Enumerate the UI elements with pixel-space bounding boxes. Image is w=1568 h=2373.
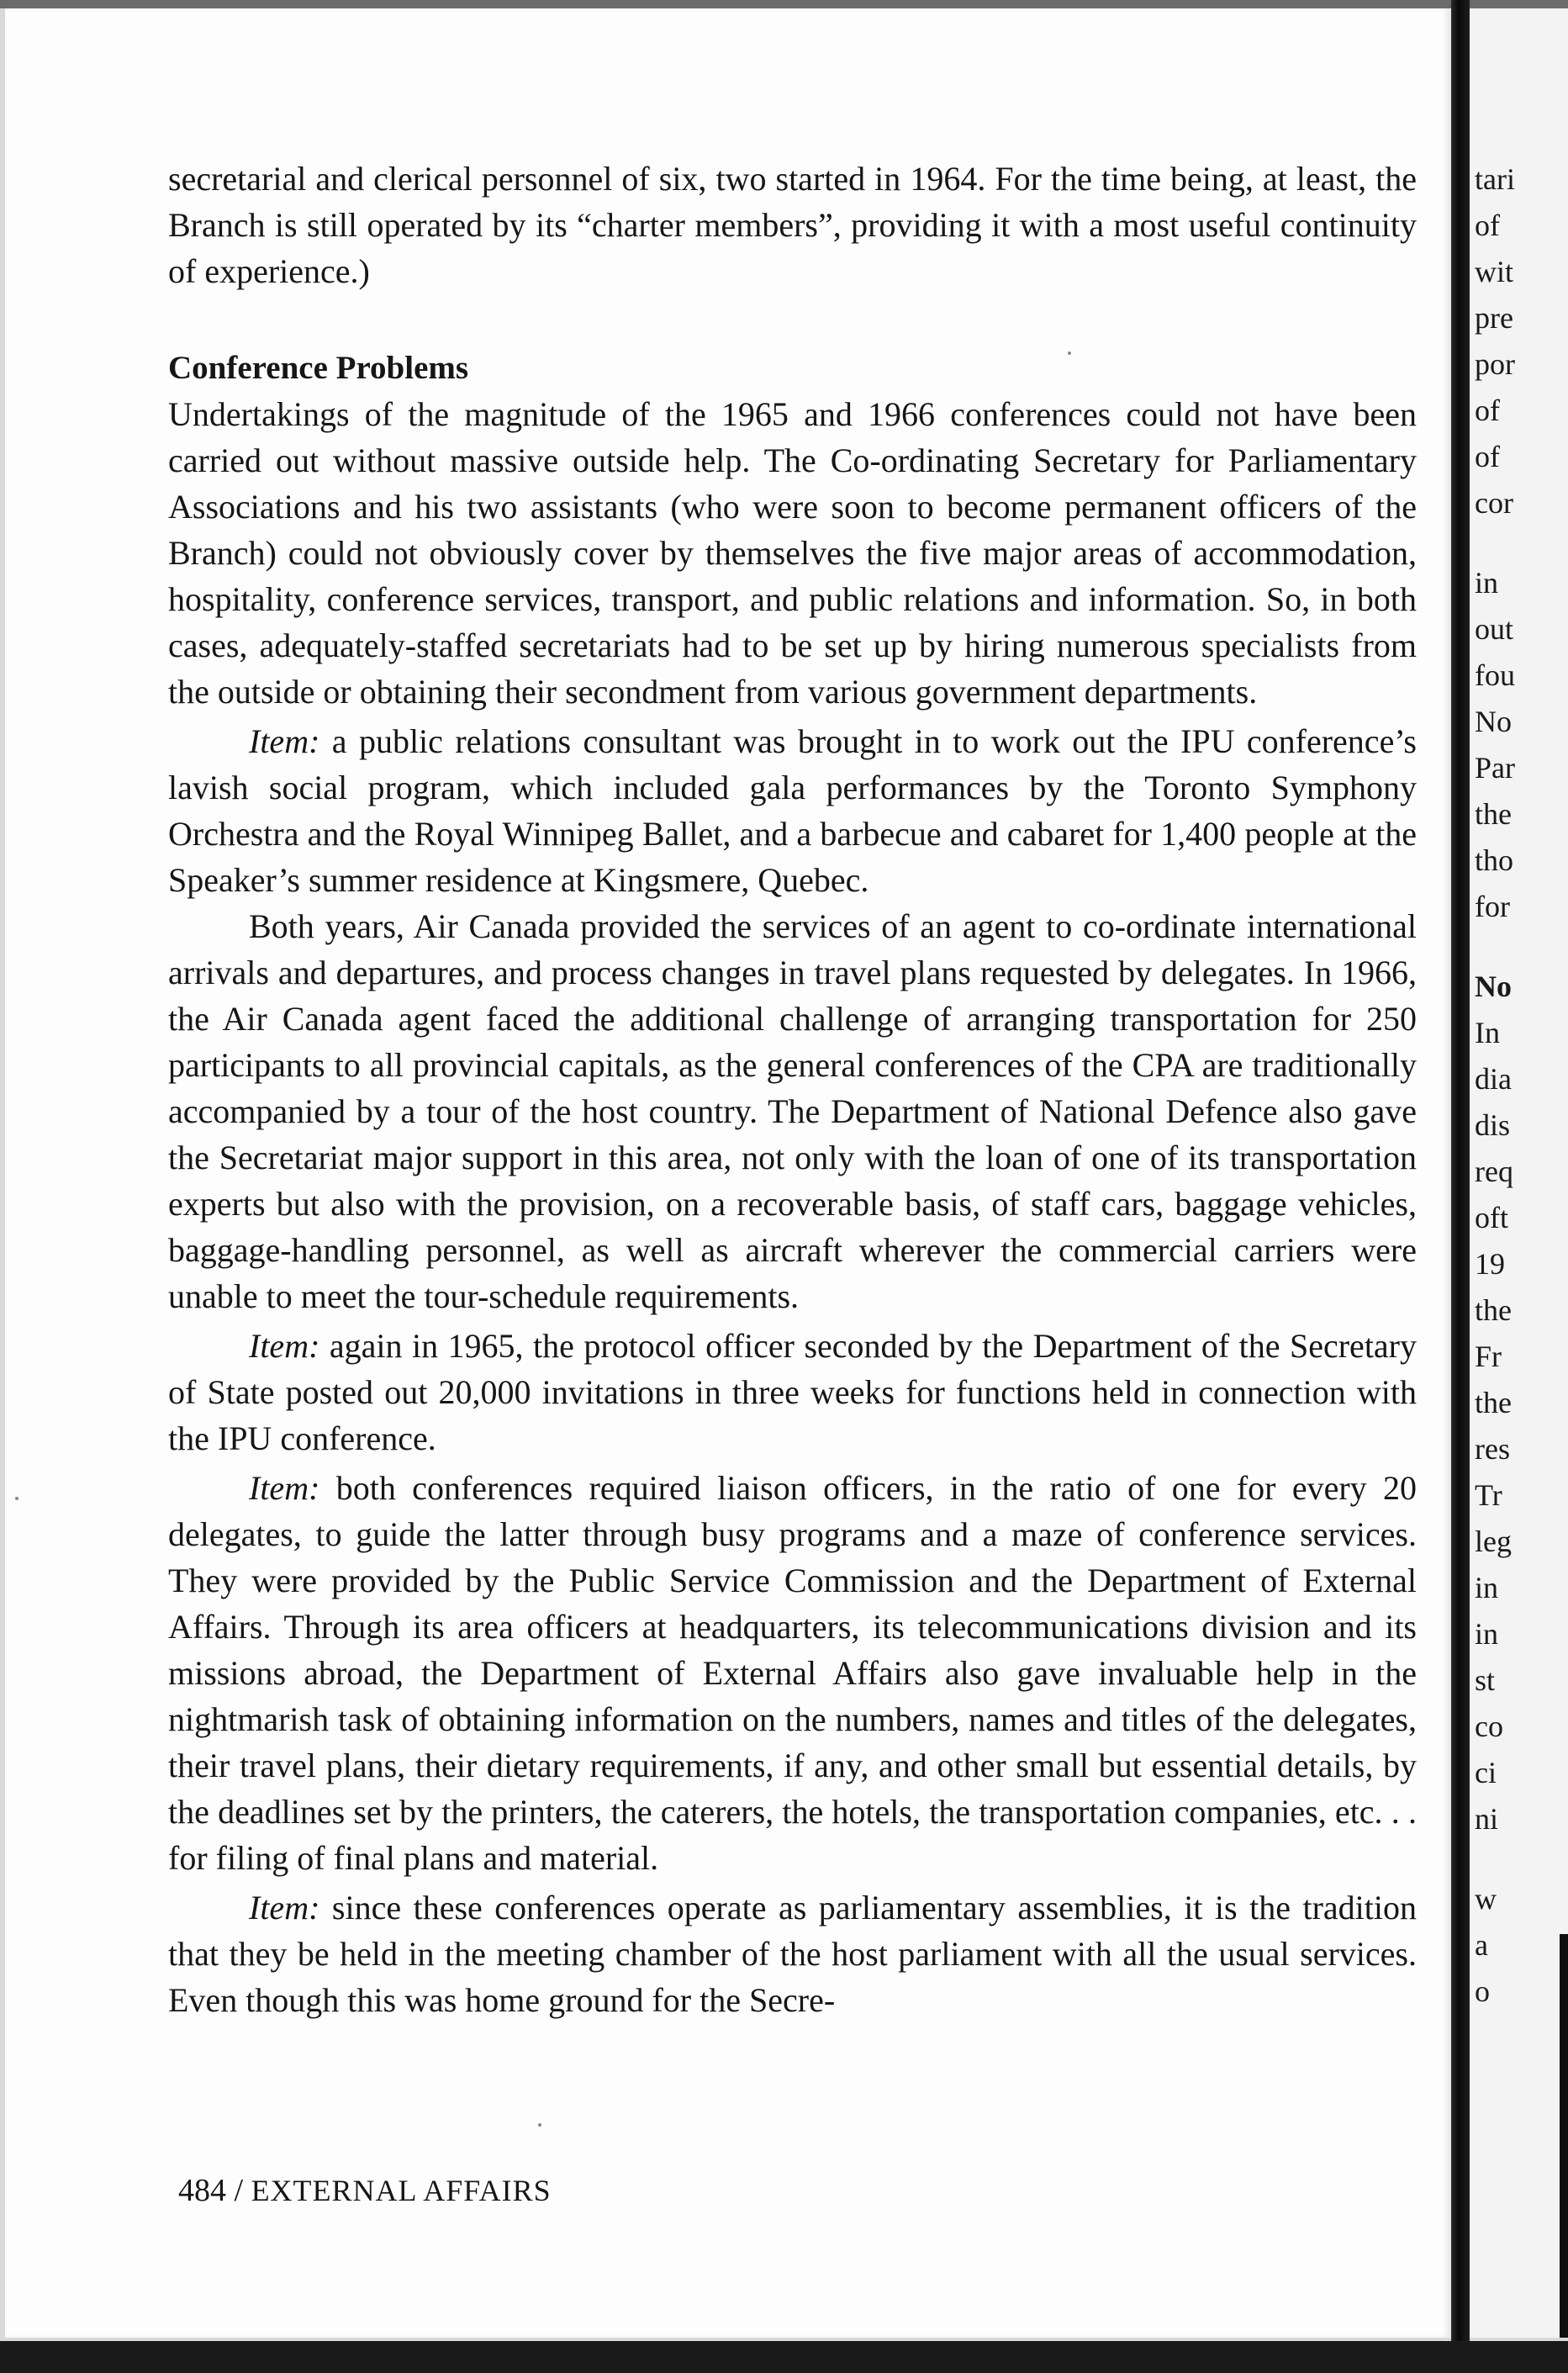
item-label: Item: <box>249 1469 320 1507</box>
facing-page-word-fragment: the <box>1475 1386 1512 1419</box>
facing-page-word-fragment: No <box>1475 970 1512 1003</box>
top-page-rule <box>0 0 1568 8</box>
facing-page-word-fragment: wit <box>1475 255 1514 288</box>
facing-page-word-fragment: dis <box>1475 1108 1511 1142</box>
facing-page-word-fragment: in <box>1475 1617 1499 1651</box>
facing-page-word-fragment: Par <box>1475 751 1515 785</box>
facing-page-word-fragment: of <box>1475 209 1500 242</box>
facing-page-word-fragment: cor <box>1475 486 1513 520</box>
item-text: since these conferences operate as parliamentary assemblies, it is the tradition that they be held in the meeting chamber of the host parliament with all the usual services. Even though this was home ground for the Secre- <box>168 1889 1417 2019</box>
facing-page-word-fragment: st <box>1475 1663 1496 1697</box>
item-paragraph <box>168 1884 1417 2023</box>
facing-page-word-fragment: fou <box>1475 658 1515 692</box>
item-text: again in 1965, the protocol officer seconded by the Department of the Secretary of State posted out 20,000 invitations in three weeks for functions held in connection with the IPU conference. <box>168 1327 1417 1457</box>
facing-page-word-fragment: Tr <box>1475 1478 1502 1512</box>
facing-page-word-fragment: for <box>1475 890 1510 923</box>
facing-page-word-fragment: a <box>1475 1928 1488 1962</box>
item-paragraph <box>168 1323 1417 1461</box>
facing-page-word-fragment: oft <box>1475 1201 1508 1234</box>
facing-page-word-fragment: tari <box>1475 162 1515 196</box>
item-label: Item: <box>249 1327 320 1365</box>
facing-page-word-fragment: of <box>1475 440 1500 473</box>
scan-speck <box>15 1497 18 1500</box>
facing-page-word-fragment: dia <box>1475 1062 1512 1096</box>
item-text: both conferences required liaison officers, in the ratio of one for every 20 delegates, to guide the latter through busy programs and a maze of conference services. They were provided by the Public Service Commission and the Department of External Affairs. Through its area officers at headquarters, its telecommunications division and its missions abroad, the Department of External Affairs also gave invaluable help in the nightmarish task of obtaining information on the numbers, names and titles of the delegates, their travel plans, their dietary requirements, if any, and other small but essential details, by the deadlines set by the printers, the caterers, the hotels, the transportation companies, etc. . . for filing of final plans and material. <box>168 1469 1417 1877</box>
scan-bottom-edge <box>0 2341 1568 2373</box>
running-head: EXTERNAL AFFAIRS <box>251 2174 552 2207</box>
facing-page-word-fragment: pre <box>1475 301 1513 335</box>
facing-page-word-fragment: leg <box>1475 1525 1512 1558</box>
item-paragraph <box>168 718 1417 903</box>
section-heading: Conference Problems <box>168 350 469 386</box>
item-label: Item: <box>249 722 320 760</box>
air-canada-paragraph: Both years, Air Canada provided the services of an agent to co-ordinate international arrivals and departures, and process changes in travel plans requested by delegates. In 1966, the Air Canada agent faced the additional challenge of arranging transportation for 250 participants to all provincial capitals, as the general conferences of the CPA are traditionally accompanied by a tour of the host country. The Department of National Defence also gave the Secretariat major support in this area, not only with the loan of one of its transportation experts but also with the provision, on a recoverable basis, of staff cars, baggage vehicles, baggage-handling personnel, as well as aircraft wherever the commercial carriers were unable to meet the tour-schedule requirements. <box>168 907 1417 1315</box>
item-paragraph <box>168 1465 1417 1881</box>
page-footer <box>178 2170 552 2212</box>
item-label: Item: <box>249 1889 320 1926</box>
facing-page-word-fragment: in <box>1475 1571 1499 1604</box>
facing-page-word-fragment: in <box>1475 566 1499 600</box>
intro-paragraph: Undertakings of the magnitude of the 1965 and 1966 conferences could not have been carried out without massive outside help. The Co-ordinating Secretary for Parliamentary Associations and his two assistants (who were soon to become permanent officers of the Branch) could not obviously cover by themselves the five major areas of accommodation, hospitality, conference services, transport, and public relations and information. So, in both cases, adequately-staffed secretariats had to be set up by hiring numerous specialists from the outside or obtaining their secondment from various government departments. <box>168 395 1417 711</box>
book-gutter <box>1451 0 1470 2373</box>
facing-page-word-fragment: w <box>1475 1882 1497 1916</box>
facing-page-word-fragment: Fr <box>1475 1340 1502 1373</box>
page-number: 484 <box>178 2173 226 2208</box>
continued-paragraph: secretarial and clerical personnel of six, two started in 1964. For the time being, at least, the Branch is still operated by its “charter members”, providing it with a most useful continuity of experience.) <box>168 160 1417 290</box>
facing-page-word-fragment: No <box>1475 705 1512 738</box>
facing-page-word-fragment: out <box>1475 612 1514 646</box>
facing-page-word-fragment: por <box>1475 347 1515 381</box>
facing-page-word-fragment: o <box>1475 1974 1490 2008</box>
facing-page-word-fragment: of <box>1475 394 1500 427</box>
facing-page-word-fragment: res <box>1475 1432 1510 1466</box>
scan-speck <box>1068 351 1071 355</box>
footer-separator: / <box>234 2173 244 2208</box>
facing-page-fragment <box>1470 8 1568 2338</box>
facing-page-word-fragment: req <box>1475 1155 1513 1188</box>
facing-page-word-fragment: the <box>1475 1293 1512 1327</box>
facing-page-word-fragment: tho <box>1475 843 1514 877</box>
facing-page-word-fragment: ni <box>1475 1802 1499 1836</box>
page-body <box>168 156 1417 2023</box>
item-text: a public relations consultant was brought in to work out the IPU conference’s lavish social program, which included gala performances by the Toronto Symphony Orchestra and the Royal Winnipeg Ballet, and a barbecue and cabaret for 1,400 people at the Speaker’s summer residence at Kingsmere, Quebec. <box>168 722 1417 899</box>
facing-page-word-fragment: ci <box>1475 1756 1497 1789</box>
facing-page-word-fragment: In <box>1475 1016 1500 1049</box>
scan-speck <box>538 2123 541 2127</box>
facing-page-edge <box>1560 1934 1568 2338</box>
facing-page-word-fragment: co <box>1475 1710 1503 1743</box>
facing-page-word-fragment: the <box>1475 797 1512 831</box>
facing-page-word-fragment: 19 <box>1475 1247 1505 1281</box>
